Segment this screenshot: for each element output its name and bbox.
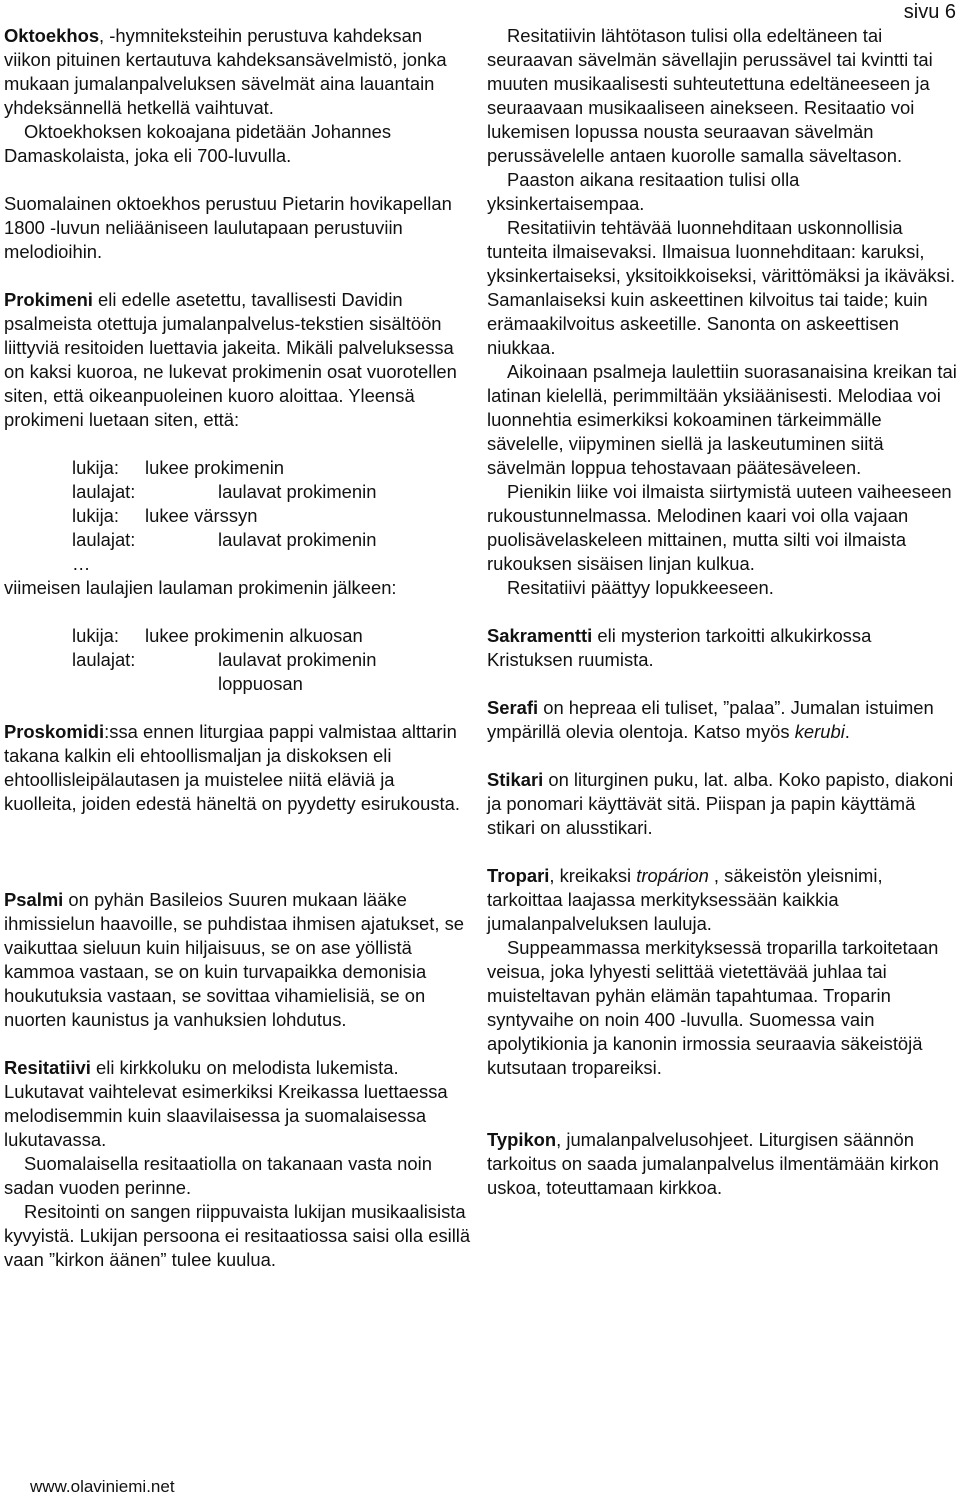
right-column [487, 24, 957, 1200]
psalmi-definition: on pyhän Basileios Suuren mukaan lääke ihmissielun haavoille, se puhdistaa ihmisen ajatukset, se vaikuttaa sieluun kuin hiljaisuus, se on ase yöllistä kammoa vastaan, se on kuin turvapaikka demonisia houkutuksia vastaan, se sovittaa vihamielisiä, se on nuorten kaunistus ja vanhuksien lohdutus. [4, 889, 465, 1030]
speaker-action: lukee prokimenin alkuosan [145, 625, 363, 646]
entry-psalmi [4, 888, 472, 1032]
speaker-action: lukee prokimenin [145, 457, 285, 478]
entry-sakramentti [487, 624, 957, 672]
serafi-end: . [844, 721, 850, 742]
term-stikari: Stikari [487, 769, 544, 790]
resitatiivi-definition: eli kirkkoluku on melodista lukemista. Lukutavat vaihtelevat esimerkiksi Kreikassa luettaessa melodisemmin kuin slaavilaisessa ja suomalaisessa lukutavassa. [4, 1057, 448, 1150]
stikari-definition: on liturginen puku, lat. alba. Koko papisto, diakoni ja ponomari käyttävät sitä. Piispan ja papin käyttämä stikari on alusstikari. [487, 769, 954, 838]
tropari-greek-term: tropárion [636, 865, 709, 886]
entry-proskomidi [4, 720, 472, 816]
oktoekhos-paragraph-3: Suomalainen oktoekhos perustuu Pietarin hovikapellan 1800 -luvun neliääniseen laulutapaan perustuviin melodioihin. [4, 193, 452, 262]
speaker: lukija: [72, 625, 120, 646]
dialogue-line [72, 504, 472, 528]
resitatiivi-continued-3: Resitatiivin tehtävää luonnehditaan uskonnollisia tunteita ilmaisevaksi. Ilmaisua luonnehditaan: karuksi, yksinkertaiseksi, yksitoikkoiseksi, värittömäksi ja ikäväksi. Samanlaiseksi kuin askeettinen kilvoitus tai taide; kuin erämaakilvoitus askeetille. Sanonta on askeettisen niukkaa. [487, 217, 956, 358]
entry-typikon [487, 1128, 957, 1200]
resitatiivi-paragraph-2: Suomalaisella resitaatiolla on takanaan vasta noin sadan vuoden perinne. [4, 1153, 432, 1198]
resitatiivi-continued-6: Resitatiivi päättyy lopukkeeseen. [507, 577, 774, 598]
dialogue-line [72, 456, 472, 480]
serafi-definition: on hepreaa eli tuliset, ”palaa”. Jumalan istuimen ympärillä olevia olentoja. Katso myös [487, 697, 934, 742]
term-proskomidi: Proskomidi [4, 721, 105, 742]
entry-resitatiivi [4, 1056, 472, 1152]
dialogue-ellipsis: … [72, 553, 91, 574]
prokimeni-after-text: viimeisen laulajien laulaman prokimenin jälkeen: [4, 577, 397, 598]
dialogue-continuation: loppuosan [218, 673, 303, 694]
tropari-definition-a: , kreikaksi [549, 865, 637, 886]
dialogue-line [72, 528, 472, 552]
speaker-action: laulavat prokimenin [218, 481, 377, 502]
oktoekhos-paragraph-2: Oktoekhoksen kokoajana pidetään Johannes Damaskolaista, joka eli 700-luvulla. [4, 121, 392, 166]
speaker-action: laulavat prokimenin [218, 529, 377, 550]
dialogue-line [72, 624, 472, 648]
speaker: lukija: [72, 505, 120, 526]
term-prokimeni: Prokimeni [4, 289, 93, 310]
speaker: lukija: [72, 457, 120, 478]
prokimeni-dialogue-2 [4, 624, 472, 696]
left-column [4, 24, 472, 1272]
speaker: laulajat: [72, 529, 136, 550]
tropari-definition-b: , säkeistön yleisnimi, tarkoittaa laajassa merkityksessään kaikkia jumalanpalveluksen lauluja. [487, 865, 883, 934]
prokimeni-dialogue-1 [4, 456, 472, 576]
footer-url: www.olaviniemi.net [30, 1477, 175, 1496]
term-oktoekhos: Oktoekhos [4, 25, 100, 46]
term-tropari: Tropari [487, 865, 550, 886]
resitatiivi-paragraph-3: Resitointi on sangen riippuvaista lukijan musikaalisista kyvyistä. Lukijan persoona ei resitaatiossa saisi olla esillä vaan ”kirkon äänen” tulee kuulua. [4, 1201, 471, 1270]
resitatiivi-continued-1: Resitatiivin lähtötason tulisi olla edeltäneen tai seuraavan sävelmän sävellajin perussävel tai kvintti tai muuten musikaalisesti suhteutettuna edeltäneeseen ja seuraavaan musikaaliseen ainekseen. Resitaatio voi lukemisen lopussa nousta seuraavan sävelmän perussävelelle antaen kuorolle samalla säveltason. [487, 25, 933, 166]
dialogue-line [72, 648, 472, 672]
entry-tropari [487, 864, 957, 936]
tropari-paragraph-2: Suppeammassa merkityksessä troparilla tarkoitetaan veisua, joka lyhyesti selittää vietettävää juhlaa tai muisteltavan pyhän elämän tapahtumaa. Troparin syntyvaihe on noin 400 -luvulla. Suomessa vain apolytikionia ja kanonin irmossia seuraavia säkeistöjä kutsutaan tropareiksi. [487, 937, 939, 1078]
entry-prokimeni [4, 288, 472, 432]
resitatiivi-continued-5: Pienikin liike voi ilmaista siirtymistä uuteen vaiheeseen rukoustunnelmassa. Melodinen kaari voi olla vajaan puolisävelaskeleen mittainen, mutta silti voi ilmaista rukouksen sisäisen linjan kulkua. [487, 481, 952, 574]
term-serafi: Serafi [487, 697, 539, 718]
speaker: laulajat: [72, 649, 136, 670]
proskomidi-definition: :ssa ennen liturgiaa pappi valmistaa alttarin takana kalkin eli ehtoollismaljan ja diskoksen eli ehtoollisleipälautasen ja muistelee niitä eläviä ja kuolleita, joiden edestä häneltä on pyydetty esirukousta. [4, 721, 460, 814]
term-psalmi: Psalmi [4, 889, 64, 910]
term-resitatiivi: Resitatiivi [4, 1057, 91, 1078]
resitatiivi-continued-2: Paaston aikana resitaation tulisi olla yksinkertaisempaa. [487, 169, 800, 214]
speaker-action: laulavat prokimenin [218, 649, 377, 670]
page-number: sivu 6 [903, 1, 956, 23]
speaker: laulajat: [72, 481, 136, 502]
entry-serafi [487, 696, 957, 744]
serafi-reference: kerubi [794, 721, 845, 742]
oktoekhos-definition: , -hymniteksteihin perustuva kahdeksan viikon pituinen kertautuva kahdeksansävelmistö, jonka mukaan jumalanpalveluksen sävelmät aina lauantain yhdeksännellä hetkellä vaihtuvat. [4, 25, 447, 118]
term-typikon: Typikon [487, 1129, 557, 1150]
prokimeni-definition: eli edelle asetettu, tavallisesti Davidin psalmeista otettuja jumalanpalvelus-tekstien sisältöön liittyviä resitoiden luettavia jakeita. Mikäli palveluksessa on kaksi kuoroa, ne lukevat prokimenin osat vuorotellen siten, että oikeanpuoleinen kuoro aloittaa. Yleensä prokimeni luetaan siten, että: [4, 289, 457, 430]
resitatiivi-continued-4: Aikoinaan psalmeja laulettiin suorasanaisina kreikan tai latinan kielellä, perimmiltään yksiäänisesti. Melodiaa voi luonnehtia esimerkiksi kokoaminen tärkeimmälle sävelelle, viipyminen siellä ja laskeutuminen siitä sävelmän loppua tehostavaan päätesäveleen. [487, 361, 957, 478]
dialogue-line [72, 480, 472, 504]
typikon-definition: , jumalanpalvelusohjeet. Liturgisen säännön tarkoitus on saada jumalanpalvelus ilmentämään kirkon uskoa, toteuttamaan kirkkoa. [487, 1129, 939, 1198]
sakramentti-definition: eli mysterion tarkoitti alkukirkossa Kristuksen ruumista. [487, 625, 872, 670]
term-sakramentti: Sakramentti [487, 625, 593, 646]
entry-oktoekhos [4, 24, 472, 120]
entry-stikari [487, 768, 957, 840]
speaker-action: lukee värssyn [145, 505, 258, 526]
